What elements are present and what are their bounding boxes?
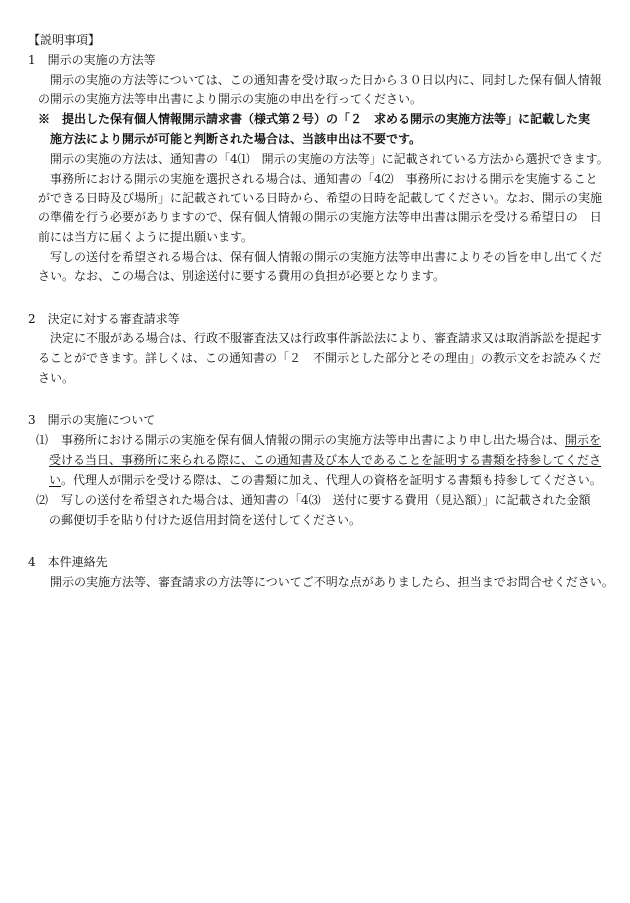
section3-heading: 3 開示の実施について [28,413,156,427]
section2-para1-line1: 決定に不服がある場合は、行政不服審査法又は行政事件訴訟法により、審査請求又は取消訴訟を提起す [50,331,603,345]
explanation-header: 【説明事項】 [28,33,101,47]
section2-para1-line3: さい。 [38,371,75,385]
section3-item1-line2: 受ける当日、事務所に来られる際に、この通知書及び本人であることを証明する書類を持参してくださ [49,453,602,467]
section1-para3-line1: 事務所における開示の実施を選択される場合は、通知書の「4⑵ 事務所における開示を実施すること [50,172,598,186]
section1-note-line2: 施方法により開示が可能と判断された場合は、当該申出は不要です。 [50,132,422,146]
section3-item2-line2: の郵便切手を貼り付けた返信用封筒を送付してください。 [49,513,362,527]
section3-item1-line3-underlined: い [49,473,62,487]
section3-item1-line3-text: 。代理人が開示を受ける際は、この書類に加え、代理人の資格を証明する書類も持参してください。 [61,473,602,487]
section1-para1-line2: の開示の実施方法等申出書により開示の実施の申出を行ってください。 [38,92,423,106]
section1-para1-line1: 開示の実施の方法等については、この通知書を受け取った日から３０日以内に、同封した保有個人情報 [50,73,602,87]
section2-para1-line2: ることができます。詳しくは、この通知書の「２ 不開示とした部分とその理由」の教示文をお読みくだ [38,351,602,365]
section3-item1-line1 [61,432,601,449]
section3-item1-line1-text: 事務所における開示の実施を保有個人情報の開示の実施方法等申出書により申し出た場合は、 [61,433,566,447]
section3-item2-marker: ⑵ [36,493,49,507]
section3-item1-line1-underlined: 開示を [565,433,602,447]
section1-para4-line2: さい。なお、この場合は、別途送付に要する費用の負担が必要となります。 [38,269,446,283]
section1-para2: 開示の実施の方法は、通知書の「4⑴ 開示の実施の方法等」に記載されている方法から選択できます。 [50,152,609,166]
section1-para3-line4: 前には当方に届くように提出願います。 [38,230,254,244]
section1-para3-line2: ができる日時及び場所」に記載されている日時から、希望の日時を記載してください。なお、開示の実施 [38,191,603,205]
section3-item1-line3 [49,472,602,489]
section1-heading: 1 開示の実施の方法等 [28,53,156,67]
section3-item1-marker: ⑴ [36,433,49,447]
section3-item2-line1: 写しの送付を希望された場合は、通知書の「4⑶ 送付に要する費用（見込額）」に記載された金額 [61,493,591,507]
section1-para3-line3: の準備を行う必要がありますので、保有個人情報の開示の実施方法等申出書は開示を受ける希望日の 日 [38,210,602,224]
section4-para1: 開示の実施方法等、審査請求の方法等についてご不明な点がありましたら、担当までお問合せください。 [50,575,614,589]
section1-para4-line1: 写しの送付を希望される場合は、保有個人情報の開示の実施方法等申出書によりその旨を申し出てくだ [50,250,603,264]
section2-heading: 2 決定に対する審査請求等 [28,312,180,326]
section1-note-line1: ※ 提出した保有個人情報開示請求書（様式第２号）の「２ 求める開示の実施方法等」に記載した実 [38,112,591,126]
section4-heading: 4 本件連絡先 [28,555,108,569]
